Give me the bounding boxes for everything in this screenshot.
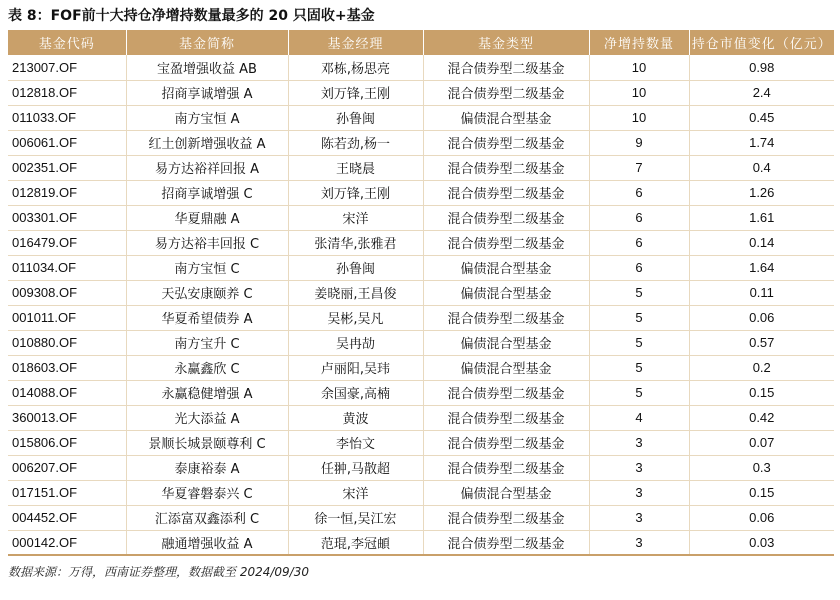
source-note: 数据来源：万得，西南证券整理，数据截至 2024/09/30: [8, 565, 309, 579]
net-increase-cell: 10: [589, 105, 689, 130]
fund-code-cell: 012818.OF: [8, 80, 126, 105]
fund-name-cell: 易方达裕祥回报 A: [126, 155, 288, 180]
fund-name-cell: 华夏希望债券 A: [126, 305, 288, 330]
table-row: [8, 230, 834, 255]
net-increase-cell: 3: [589, 430, 689, 455]
fund-name-cell: 泰康裕泰 A: [126, 455, 288, 480]
fund-name-cell: 光大添益 A: [126, 405, 288, 430]
value-change-cell: 0.07: [689, 430, 834, 455]
fund-manager-cell: 刘万锋,王刚: [288, 180, 423, 205]
fund-type-cell: 偏债混合型基金: [423, 355, 589, 380]
column-header-fund-code: 基金代码: [8, 30, 126, 55]
net-increase-cell: 6: [589, 180, 689, 205]
table-row: [8, 55, 834, 80]
net-increase-cell: 5: [589, 280, 689, 305]
fund-type-cell: 混合债券型二级基金: [423, 155, 589, 180]
fund-type-cell: 混合债券型二级基金: [423, 530, 589, 555]
fund-type-cell: 混合债券型二级基金: [423, 130, 589, 155]
fund-name-cell: 南方宝恒 C: [126, 255, 288, 280]
fund-type-cell: 混合债券型二级基金: [423, 55, 589, 80]
fund-code-cell: 000142.OF: [8, 530, 126, 555]
value-change-cell: 0.06: [689, 505, 834, 530]
table-row: [8, 180, 834, 205]
fund-name-cell: 南方宝恒 A: [126, 105, 288, 130]
fund-type-cell: 偏债混合型基金: [423, 280, 589, 305]
table-row: [8, 405, 834, 430]
net-increase-cell: 9: [589, 130, 689, 155]
fund-code-cell: 009308.OF: [8, 280, 126, 305]
fund-type-cell: 混合债券型二级基金: [423, 455, 589, 480]
fund-name-cell: 永赢鑫欣 C: [126, 355, 288, 380]
column-header-manager: 基金经理: [288, 30, 423, 55]
fund-manager-cell: 宋洋: [288, 205, 423, 230]
fund-code-cell: 010880.OF: [8, 330, 126, 355]
net-increase-cell: 5: [589, 330, 689, 355]
net-increase-cell: 6: [589, 205, 689, 230]
fund-type-cell: 混合债券型二级基金: [423, 305, 589, 330]
fund-manager-cell: 黄波: [288, 405, 423, 430]
value-change-cell: 0.2: [689, 355, 834, 380]
fund-type-cell: 混合债券型二级基金: [423, 180, 589, 205]
fund-manager-cell: 卢丽阳,吴玮: [288, 355, 423, 380]
value-change-cell: 1.64: [689, 255, 834, 280]
fund-type-cell: 混合债券型二级基金: [423, 405, 589, 430]
fund-manager-cell: 王晓晨: [288, 155, 423, 180]
fund-type-cell: 偏债混合型基金: [423, 105, 589, 130]
fund-name-cell: 永赢稳健增强 A: [126, 380, 288, 405]
table-row: [8, 305, 834, 330]
fund-code-cell: 017151.OF: [8, 480, 126, 505]
net-increase-cell: 5: [589, 355, 689, 380]
table-row: [8, 280, 834, 305]
net-increase-cell: 3: [589, 530, 689, 555]
fund-name-cell: 景顺长城景颐尊利 C: [126, 430, 288, 455]
fund-manager-cell: 李怡文: [288, 430, 423, 455]
value-change-cell: 0.42: [689, 405, 834, 430]
value-change-cell: 0.3: [689, 455, 834, 480]
fund-code-cell: 003301.OF: [8, 205, 126, 230]
net-increase-cell: 5: [589, 305, 689, 330]
net-increase-cell: 10: [589, 55, 689, 80]
fund-code-cell: 018603.OF: [8, 355, 126, 380]
fund-code-cell: 213007.OF: [8, 55, 126, 80]
fund-manager-cell: 陈若劲,杨一: [288, 130, 423, 155]
net-increase-cell: 7: [589, 155, 689, 180]
value-change-cell: 0.06: [689, 305, 834, 330]
table-row: [8, 505, 834, 530]
fund-code-cell: 360013.OF: [8, 405, 126, 430]
value-change-cell: 0.4: [689, 155, 834, 180]
fund-code-cell: 014088.OF: [8, 380, 126, 405]
column-header-value-change: 持仓市值变化（亿元）: [689, 30, 834, 55]
fund-manager-cell: 徐一恒,吴江宏: [288, 505, 423, 530]
value-change-cell: 0.14: [689, 230, 834, 255]
fund-manager-cell: 刘万锋,王刚: [288, 80, 423, 105]
value-change-cell: 0.57: [689, 330, 834, 355]
fund-name-cell: 招商享诚增强 A: [126, 80, 288, 105]
fund-manager-cell: 任翀,马散超: [288, 455, 423, 480]
fund-name-cell: 华夏睿磐泰兴 C: [126, 480, 288, 505]
fund-manager-cell: 范琨,李冠頔: [288, 530, 423, 555]
table-title: 表 8：FOF前十大持仓净增持数量最多的 20 只固收+基金: [8, 8, 375, 24]
fund-manager-cell: 余国豪,高楠: [288, 380, 423, 405]
value-change-cell: 0.45: [689, 105, 834, 130]
value-change-cell: 0.11: [689, 280, 834, 305]
fund-manager-cell: 张清华,张雅君: [288, 230, 423, 255]
table-body: [8, 55, 834, 555]
fund-table: [8, 30, 834, 556]
net-increase-cell: 3: [589, 505, 689, 530]
table-header: [8, 30, 834, 55]
fund-code-cell: 011034.OF: [8, 255, 126, 280]
fund-type-cell: 偏债混合型基金: [423, 480, 589, 505]
column-header-fund-name: 基金简称: [126, 30, 288, 55]
fund-manager-cell: 吴彬,吴凡: [288, 305, 423, 330]
table-row: [8, 205, 834, 230]
value-change-cell: 0.15: [689, 380, 834, 405]
net-increase-cell: 3: [589, 455, 689, 480]
net-increase-cell: 4: [589, 405, 689, 430]
net-increase-cell: 6: [589, 255, 689, 280]
fund-manager-cell: 孙鲁闽: [288, 255, 423, 280]
fund-code-cell: 016479.OF: [8, 230, 126, 255]
header-row: [8, 30, 834, 55]
value-change-cell: 0.15: [689, 480, 834, 505]
fund-code-cell: 011033.OF: [8, 105, 126, 130]
net-increase-cell: 3: [589, 480, 689, 505]
value-change-cell: 1.74: [689, 130, 834, 155]
fund-manager-cell: 宋洋: [288, 480, 423, 505]
table-row: [8, 455, 834, 480]
table-row: [8, 380, 834, 405]
fund-name-cell: 华夏鼎融 A: [126, 205, 288, 230]
fund-name-cell: 招商享诚增强 C: [126, 180, 288, 205]
table-row: [8, 255, 834, 280]
table-container: [8, 30, 834, 556]
table-row: [8, 480, 834, 505]
value-change-cell: 1.61: [689, 205, 834, 230]
fund-type-cell: 偏债混合型基金: [423, 330, 589, 355]
fund-manager-cell: 邓栋,杨思亮: [288, 55, 423, 80]
value-change-cell: 0.98: [689, 55, 834, 80]
fund-manager-cell: 姜晓丽,王昌俊: [288, 280, 423, 305]
value-change-cell: 1.26: [689, 180, 834, 205]
fund-type-cell: 偏债混合型基金: [423, 255, 589, 280]
fund-code-cell: 006061.OF: [8, 130, 126, 155]
table-row: [8, 80, 834, 105]
table-row: [8, 330, 834, 355]
fund-name-cell: 易方达裕丰回报 C: [126, 230, 288, 255]
value-change-cell: 2.4: [689, 80, 834, 105]
value-change-cell: 0.03: [689, 530, 834, 555]
table-row: [8, 155, 834, 180]
table-row: [8, 530, 834, 555]
fund-name-cell: 宝盈增强收益 AB: [126, 55, 288, 80]
column-header-net-increase: 净增持数量: [589, 30, 689, 55]
fund-code-cell: 006207.OF: [8, 455, 126, 480]
fund-code-cell: 002351.OF: [8, 155, 126, 180]
fund-name-cell: 融通增强收益 A: [126, 530, 288, 555]
fund-name-cell: 红土创新增强收益 A: [126, 130, 288, 155]
fund-name-cell: 汇添富双鑫添利 C: [126, 505, 288, 530]
table-row: [8, 430, 834, 455]
fund-code-cell: 012819.OF: [8, 180, 126, 205]
net-increase-cell: 5: [589, 380, 689, 405]
fund-name-cell: 南方宝升 C: [126, 330, 288, 355]
fund-code-cell: 004452.OF: [8, 505, 126, 530]
fund-type-cell: 混合债券型二级基金: [423, 430, 589, 455]
net-increase-cell: 6: [589, 230, 689, 255]
column-header-fund-type: 基金类型: [423, 30, 589, 55]
fund-type-cell: 混合债券型二级基金: [423, 80, 589, 105]
fund-type-cell: 混合债券型二级基金: [423, 205, 589, 230]
fund-manager-cell: 吴冉劼: [288, 330, 423, 355]
table-row: [8, 355, 834, 380]
fund-type-cell: 混合债券型二级基金: [423, 505, 589, 530]
net-increase-cell: 10: [589, 80, 689, 105]
fund-name-cell: 天弘安康颐养 C: [126, 280, 288, 305]
table-row: [8, 130, 834, 155]
fund-type-cell: 混合债券型二级基金: [423, 380, 589, 405]
fund-manager-cell: 孙鲁闽: [288, 105, 423, 130]
table-row: [8, 105, 834, 130]
fund-code-cell: 015806.OF: [8, 430, 126, 455]
fund-code-cell: 001011.OF: [8, 305, 126, 330]
fund-type-cell: 混合债券型二级基金: [423, 230, 589, 255]
